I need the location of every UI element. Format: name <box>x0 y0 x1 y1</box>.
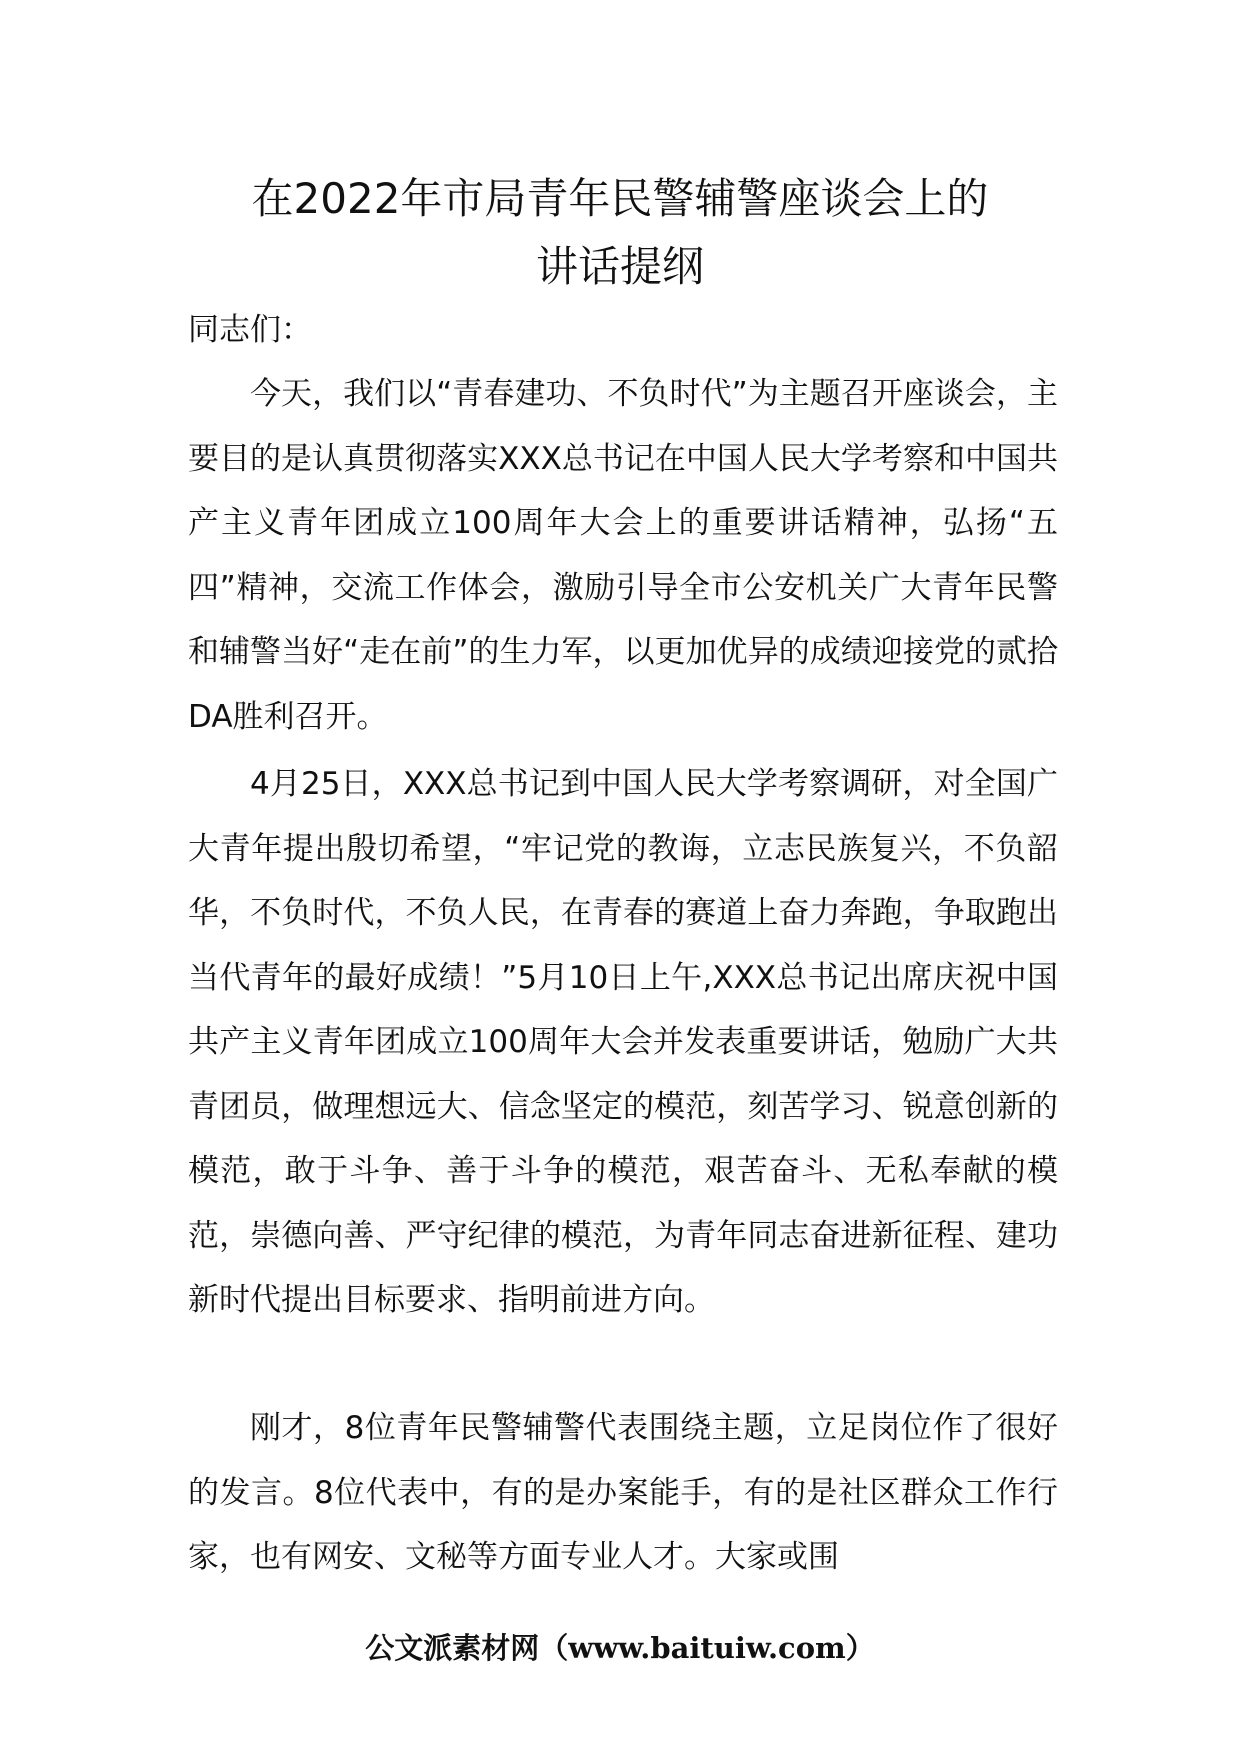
document-title-line-1: 在2022年市局青年民警辅警座谈会上的 <box>251 174 989 223</box>
document-title-line-2: 讲话提纲 <box>535 242 704 291</box>
paragraph-1: 今天，我们以“青春建功、不负时代”为主题召开座谈会，主要目的是认真贯彻落实XXX总书记在中国人民大学考察和中国共产主义青年团成立100周年大会上的重要讲话精神，弘扬“五四”精神，交流工作体会，激励引导全市公安机关广大青年民警和辅警当好“走在前”的生力军，以更加优异的成绩迎接党的贰拾DA胜利召开。 <box>188 376 1058 735</box>
paragraph-2: 4月25日，XXX总书记到中国人民大学考察调研，对全国广大青年提出殷切希望，“牢记党的教诲，立志民族复兴，不负韶华，不负时代，不负人民，在青春的赛道上奋力奔跑，争取跑出当代青年的最好成绩！”5月10日上午,XXX总书记出席庆祝中国共产主义青年团成立100周年大会并发表重要讲话，勉励广大共青团员，做理想远大、信念坚定的模范，刻苦学习、锐意创新的模范，敢于斗争、善于斗争的模范，艰苦奋斗、无私奉献的模范，崇德向善、严守纪律的模范，为青年同志奋进新征程、建功新时代提出目标要求、指明前进方向。 <box>188 766 1058 1318</box>
greeting: 同志们： <box>188 312 312 348</box>
source-footer: 公文派素材网（www.baituiw.com） <box>365 1631 875 1665</box>
paragraph-3: 刚才，8位青年民警辅警代表围绕主题，立足岗位作了很好的发言。8位代表中，有的是办案能手，有的是社区群众工作行家，也有网安、文秘等方面专业人才。大家或围 <box>188 1410 1058 1575</box>
